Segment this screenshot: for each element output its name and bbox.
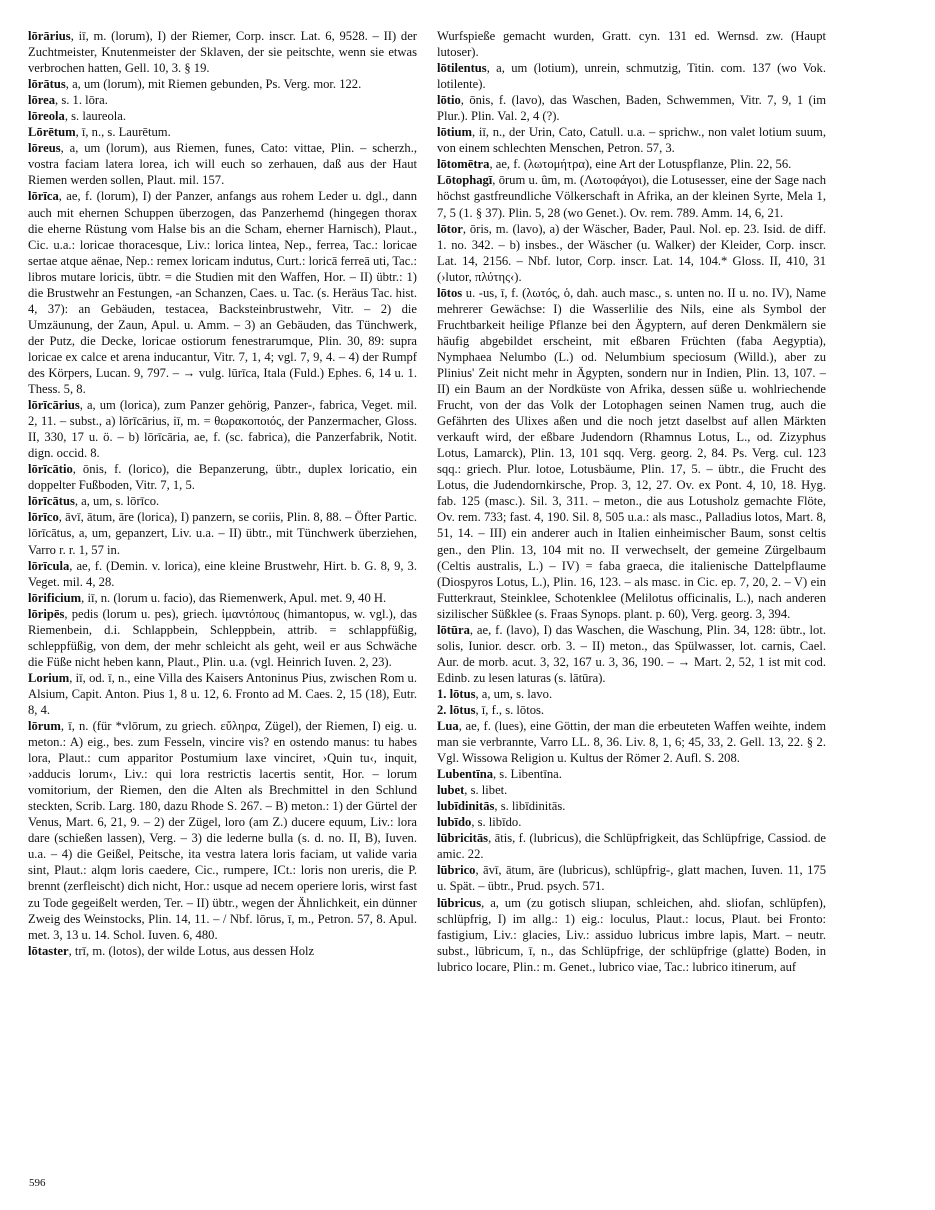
entry-text: , a, um (lorum), mit Riemen gebunden, Ps. Verg. mor. 122. bbox=[65, 77, 362, 92]
dictionary-entry bbox=[28, 124, 417, 140]
entry-headword: lōrum bbox=[28, 719, 61, 734]
dictionary-entry bbox=[437, 92, 826, 124]
dictionary-entry bbox=[28, 493, 417, 509]
entry-headword: lōrīcārius bbox=[28, 398, 80, 413]
entry-headword: Lōrētum bbox=[28, 125, 76, 140]
entry-text: , ōrum u. ûm, m. (Λωτοφάγοι), die Lotusesser, eine der Sage nach höchst gastfreundliche Völkerschaft in Afrika, an der kleinen Syrte, Mela 1, 7, 5 (1. § 37). Plin. 5, 28 (wo Genet.). Ov. rem. 789. Amm. 14, 6, 21. bbox=[437, 173, 826, 220]
entry-text: , trī, m. (lotos), der wilde Lotus, aus dessen Holz bbox=[68, 943, 315, 958]
dictionary-entry bbox=[437, 28, 826, 60]
entry-headword: Lubentīna bbox=[437, 767, 493, 782]
entry-headword: lōreola bbox=[28, 109, 65, 124]
dictionary-entry bbox=[28, 509, 417, 557]
entry-headword: lūbricus bbox=[437, 895, 482, 910]
page-number: 596 bbox=[29, 1177, 46, 1189]
dictionary-entry bbox=[437, 686, 826, 702]
dictionary-entry bbox=[28, 108, 417, 124]
entry-text: , pedis (lorum u. pes), griech. ἱμαντόπους (himantopus, w. vgl.), das Riemenbein, d.i. Schlappbein, Schleppbein, attrib. = schlappfüßig, schleppfüßig, von dem, der mehr schleicht als geht, weil er aus Schwäche die Füße nicht heben kann, Plaut., Plin. u.a. (vgl. Heinrich Iuven. 2, 23). bbox=[28, 606, 417, 669]
dictionary-entry bbox=[437, 124, 826, 156]
dictionary-entry bbox=[28, 28, 417, 76]
dictionary-entry bbox=[437, 221, 826, 285]
dictionary-entry bbox=[437, 766, 826, 782]
entry-headword: lōtilentus bbox=[437, 61, 487, 76]
entry-headword: lōrātus bbox=[28, 77, 66, 92]
entry-text: , ae, f. (lorum), I) der Panzer, anfangs aus rohem Leder u. dgl., dann auch mit ehernen Schuppen überzogen, das Panzerhemd (hingegen thorax die eherne Rüstung vom Halse bis an die Scham, eherner Harnisch), Plaut., Cic. u.a.: loricae thoracesque, Liv.: lorica lintea, Nep., ferrea, Tac.: loricae sertae atque aënae, Nep.: remex loricam indutus, Curt.: loricā ferreā uti, Tac.: libros mutare loricis, übtr. = die Studien mit den Waffen, Hor. – II) übtr.: 1) die Brustwehr an Festungen, -an Schanzen, Caes. u. Tac. (s. Heräus Tac. hist. 4, 37): an Gebäuden, testacea, Backsteinbrustwehr, Vitr. – 2) die Umzäunung, der Zaun, Apul. u. Amm. – 3) an Gebäuden, das Tünchwerk, der Putz, die Decke, loricae ostiorum fenestrarumque, Plin. 30, 89: supra loricae ex calce et arena inducantur, Vitr. 7, 1, 4; vgl. 7, 9, 4. – 4) der Rumpf des Körpers, Lucan. 9, 797. – → vulg. lūrīca, Itala (Fuld.) Ephes. 6, 14 u. 1. Thess. 5, 8. bbox=[28, 189, 417, 397]
entry-text: , ī, n. (für *vlōrum, zu griech. εὔληρα, Zügel), der Riemen, I) eig. u. meton.: A) eig., bes. zum Fesseln, vincire vis? en ostendo manus: tu habes lora, Plaut.: cum apparitor Postumium laxe vinciret, ›Quin tu‹, inquit, ›adducis lorum‹, Liv.: qui lora restrictis lacertis sentit, Hor. – lorum vomitorium, der Riemen, den die Alten als Brechmittel in den Schlund steckten, Scrib. Larg. 180, dazu Rhode S. 267. – B) meton.: 1) der Gürtel der Venus, Mart. 6, 21, 9. – 2) der Zügel, loro (am Z.) ducere equum, Liv.: lora dare (schießen lassen), Verg. – 3) die lederne bulla (s. d. no. II, B), Iuven. u.a. – 4) die Geißel, Peitsche, ita vestra latera loris faciam, ut valide varia sint, Plaut.: alqm loris caedere, Cic., rumpere, ICt.: loris non ureris, die P. brennt (zerfleischt) dich nicht, Hor.: usque ad necem operiere loris, wirst fast zu Tode gegeißelt werden, Ter. – II) übtr., wegen der Ähnlichkeit, ein dünner Zweig des Weinstocks, Plin. 14, 11. – / Nbf. lōrus, ī, m., Petron. 57, 8. Apul. met. 3, 13 u. 14. Schol. Iuven. 6, 480. bbox=[28, 719, 417, 942]
entry-headword: lōrīcātio bbox=[28, 462, 73, 477]
dictionary-entry bbox=[28, 943, 417, 959]
dictionary-entry bbox=[28, 140, 417, 188]
entry-headword: lōrīcula bbox=[28, 558, 70, 573]
entry-text: Wurfspieße gemacht wurden, Gratt. cyn. 131 ed. Wernsd. zw. (Haupt lutoser). bbox=[437, 29, 826, 60]
entry-text: , iī, n., der Urin, Cato, Catull. u.a. – sprichw., non valet lotium suum, von einem schlechten Menschen, Petron. 57, 3. bbox=[437, 125, 826, 156]
dictionary-entry bbox=[437, 285, 826, 622]
entry-text: , iī, n. (lorum u. facio), das Riemenwerk, Apul. met. 9, 40 H. bbox=[81, 590, 387, 605]
entry-text: , ae, f. (lavo), I) das Waschen, die Waschung, Plin. 34, 128: übtr., lot. solis, Iunior. descr. orb. 3. – II) meton., das Spülwasser, lot. carnis, Cael. Aur. de morb. acut. 3, 32, 167 u. 3, 36, 190. – → Mart. 2, 52, 1 ist mit cod. Edinb. zu lesen laturas (s. lātūra). bbox=[437, 622, 826, 685]
entry-text: , s. libet. bbox=[464, 783, 508, 798]
entry-headword: lōrīcātus bbox=[28, 494, 75, 509]
entry-headword: lōtor bbox=[437, 221, 463, 236]
entry-headword: lōtos bbox=[437, 285, 463, 300]
entry-headword: lūbrico bbox=[437, 863, 476, 878]
entry-headword: 1. lōtus bbox=[437, 686, 476, 701]
dictionary-entry bbox=[437, 718, 826, 766]
entry-text: , a, um, s. lavo. bbox=[475, 686, 553, 701]
entry-text: , s. 1. lōra. bbox=[55, 93, 108, 108]
entry-text: , s. laureola. bbox=[64, 109, 127, 124]
dictionary-entry bbox=[437, 60, 826, 92]
entry-text: , s. Libentīna. bbox=[493, 767, 562, 782]
dictionary-entry bbox=[437, 814, 826, 830]
dictionary-entry bbox=[437, 830, 826, 862]
entry-headword: Lua bbox=[437, 719, 459, 734]
entry-text: , a, um, s. lōrīco. bbox=[74, 494, 160, 509]
dictionary-entry bbox=[437, 798, 826, 814]
entry-text: , iī, od. ī, n., eine Villa des Kaisers Antoninus Pius, zwischen Rom u. Alsium, Capit. Anton. Pius 1, 8 u. 12, 6. Fronto ad M. Caes. 2, 15 (18), Eutr. 8, 4. bbox=[28, 670, 417, 717]
entry-text: , ae, f. (lues), eine Göttin, der man die erbeuteten Waffen weihte, indem man sie verbrannte, Varro LL. 8, 36. Liv. 8, 1, 6; 45, 33, 2. Gell. 13, 22. § 2. Vgl. Wissowa Religion u. Kultus der Römer 2. Aufl. S. 208. bbox=[437, 719, 826, 766]
entry-headword: lōtium bbox=[437, 125, 472, 140]
entry-headword: lōreus bbox=[28, 141, 61, 156]
entry-text: , ōnis, f. (lorico), die Bepanzerung, übtr., duplex loricatio, ein doppelter Fußboden, Vitr. 7, 1, 5. bbox=[28, 462, 417, 493]
entry-text: u. -us, ī, f. (λωτός, ὁ, dah. auch masc., s. unten no. II u. no. IV), Name mehrerer Gewächse: I) die Wasserlilie des Nils, eine als Symbol der Fruchtbarkeit heilige Pflanze bei den Ägyptern, auf deren Denkmälern sie häufig abgebildet erscheint, mit eßbaren Früchten (faba Aegyptia), Nymphaea Nelumbo (L.) od. Nelumbium speciosum (Willd.), aber zu Plinius' Zeit nicht mehr in Ägypten, sondern nur in Indien, Plin. 13, 107. – II) ein Baum an der Nordküste von Afrika, dessen süße u. wohlriechende Frucht, von der das Volk der Lotophagen seinen Namen trug, auch die Gefährten des Ulixes aßen und die noch jetzt daselbst auf allen Märkten verkauft wird, der eßbare Judendorn (Rhamnus Lotus, L., od. Zizyphus Lotus, Lamarck), Plin. 13, 101 sqq. Verg. georg. 2, 84. Ps. Verg. cul. 123 sqq.: griech. Plur. lotoe, Lotusbäume, Plin. 17, 5. – übtr., die Frucht des Lotus, die Judendornkirsche, Prop. 3, 12, 27. Ov. ex Pont. 4, 10, 18. Hyg. fab. 125 (masc.). Sil. 3, 311. – meton., die aus Lotusholz gemachte Flöte, Ov. rem. 733; fast. 4, 190. Sil. 8, 505 u.a.: als masc., Palladius lotos, Mart. 8, 51, 14. – III) ein anderer auch in Italien einheimischer Baum, sonst celtis gen., den Plin. 13, 104 mit no. II verwechselt, der gemeine Zürgelbaum (Celtis australis, L.) – IV) = faba graeca, die italienische Dattelpflaume (Diospyros Lotus, L.), Plin. 16, 123. – als masc. in Cic. ep. 7, 20, 2. – V) ein Futterkraut, Steinklee, Schotenklee (Melilotus officinalis, L.), nach anderen sizilischer Süßklee (s. Fraas Synops. plant. p. 60), Verg. georg. 3, 394. bbox=[437, 285, 826, 621]
entry-headword: lōtaster bbox=[28, 943, 69, 958]
entry-headword: 2. lōtus bbox=[437, 702, 476, 717]
dictionary-entry bbox=[437, 702, 826, 718]
entry-headword: lubīdinitās bbox=[437, 799, 495, 814]
dictionary-entry bbox=[28, 76, 417, 92]
dictionary-entry bbox=[437, 622, 826, 686]
right-column bbox=[437, 28, 826, 1163]
dictionary-entry bbox=[437, 862, 826, 894]
entry-headword: Lōtophagī bbox=[437, 173, 493, 188]
dictionary-entry bbox=[28, 188, 417, 397]
dictionary-entry bbox=[437, 172, 826, 220]
entry-text: , ae, f. (Demin. v. lorica), eine kleine Brustwehr, Hirt. b. G. 8, 9, 3. Veget. mil. 4, 28. bbox=[28, 558, 417, 589]
entry-text: , a, um (lorum), aus Riemen, funes, Cato: vittae, Plin. – scherzh., vostra faciam latera lorea, ich will euch so zerhauen, daß aus der Haut Riemen werden sollen, Plaut. mil. 157. bbox=[28, 141, 417, 188]
dictionary-entry bbox=[28, 718, 417, 943]
dictionary-entry bbox=[28, 558, 417, 590]
entry-text: , s. libīdo. bbox=[471, 815, 522, 830]
dictionary-entry bbox=[437, 156, 826, 172]
entry-headword: lōrīca bbox=[28, 189, 59, 204]
entry-headword: lōrīco bbox=[28, 510, 59, 525]
dictionary-entry bbox=[28, 397, 417, 461]
entry-text: , iī, m. (lorum), I) der Riemer, Corp. inscr. Lat. 6, 9528. – II) der Zuchtmeister, Knutenmeister der Sklaven, der sie peitschte, wenn sie etwas verbrochen hatten, Gell. 10, 3. § 19. bbox=[28, 29, 417, 76]
entry-text: , ae, f. (λωτομήτρα), eine Art der Lotuspflanze, Plin. 22, 56. bbox=[489, 157, 792, 172]
entry-text: , ātis, f. (lubricus), die Schlüpfrigkeit, das Schlüpfrige, Cassiod. de amic. 22. bbox=[437, 831, 826, 862]
dictionary-entry bbox=[28, 606, 417, 670]
dictionary-entry bbox=[28, 670, 417, 718]
entry-text: , s. libīdinitās. bbox=[494, 799, 566, 814]
entry-headword: lōtio bbox=[437, 93, 461, 108]
dictionary-entry bbox=[437, 782, 826, 798]
dictionary-entry bbox=[28, 92, 417, 108]
entry-headword: lōripēs bbox=[28, 606, 65, 621]
entry-headword: lōtomētra bbox=[437, 157, 490, 172]
entry-headword: lūbricitās bbox=[437, 831, 489, 846]
left-column bbox=[28, 28, 417, 1163]
entry-headword: lubet bbox=[437, 783, 465, 798]
entry-headword: Lorium bbox=[28, 670, 70, 685]
entry-text: , āvī, ātum, āre (lorica), I) panzern, se coriis, Plin. 8, 88. – Öfter Partic. lōrīcātus, a, um, gepanzert, Liv. u.a. – II) übtr., mit Tünchwerk überziehen, Varro r. r. 1, 57 in. bbox=[28, 510, 417, 557]
entry-text: , ōris, m. (lavo), a) der Wäscher, Bader, Paul. Nol. ep. 23. Isid. de diff. 1. no. 342. – b) insbes., der Wäscher (u. Walker) der Kleider, Corp. inscr. Lat. 14, 2156. – Nbf. lutor, Corp. inscr. Lat. 14, 104.* Gloss. II, 410, 31 (›lutor, πλύτης‹). bbox=[437, 221, 826, 284]
entry-text: , a, um (lorica), zum Panzer gehörig, Panzer-, fabrica, Veget. mil. 2, 11. – subst., a) lōrīcārius, iī, m. = θωρακοποιός, der Panzermacher, Gloss. II, 330, 17 u. ö. – b) lōrīcāria, ae, f. (sc. fabrica), die Panzerfabrik, Notit. dign. occid. 8. bbox=[28, 398, 417, 461]
entry-text: , ōnis, f. (lavo), das Waschen, Baden, Schwemmen, Vitr. 7, 9, 1 (im Plur.). Plin. Val. 2, 4 (?). bbox=[437, 93, 826, 124]
entry-text: , a, um (zu gotisch sliupan, schleichen, ahd. sliofan, schlüpfen), schlüpfrig, I) im allg.: 1) eig.: loculus, Plaut.: locus, Plaut. bei Fronto: fastigium, Liv.: glacies, Liv.: assiduo lubricus imbre lapis, Mart. – neutr. subst., lūbricum, ī, n., das Schlüpfrige, der schlüpfrige (glatte) Boden, in lubrico locare, Plin.: m. Genet., lubrico viae, Tac.: lubrico itinerum, auf bbox=[437, 895, 826, 974]
entry-headword: lōrārius bbox=[28, 29, 71, 43]
entry-headword: lōrificium bbox=[28, 590, 82, 605]
entry-text: , a, um (lotium), unrein, schmutzig, Titin. com. 137 (wo Vok. lotilente). bbox=[437, 61, 826, 92]
entry-text: , ī, f., s. lōtos. bbox=[475, 702, 545, 717]
entry-text: , āvī, ātum, āre (lubricus), schlüpfrig-, glatt machen, Iuven. 11, 175 u. Spät. – übtr., Prud. psych. 571. bbox=[437, 863, 826, 894]
dictionary-entry bbox=[437, 895, 826, 975]
dictionary-entry bbox=[28, 590, 417, 606]
entry-headword: lubīdo bbox=[437, 815, 472, 830]
entry-headword: lōtūra bbox=[437, 622, 470, 637]
entry-text: , ī, n., s. Laurētum. bbox=[75, 125, 171, 140]
dictionary-entry bbox=[28, 461, 417, 493]
entry-headword: lōrea bbox=[28, 93, 56, 108]
